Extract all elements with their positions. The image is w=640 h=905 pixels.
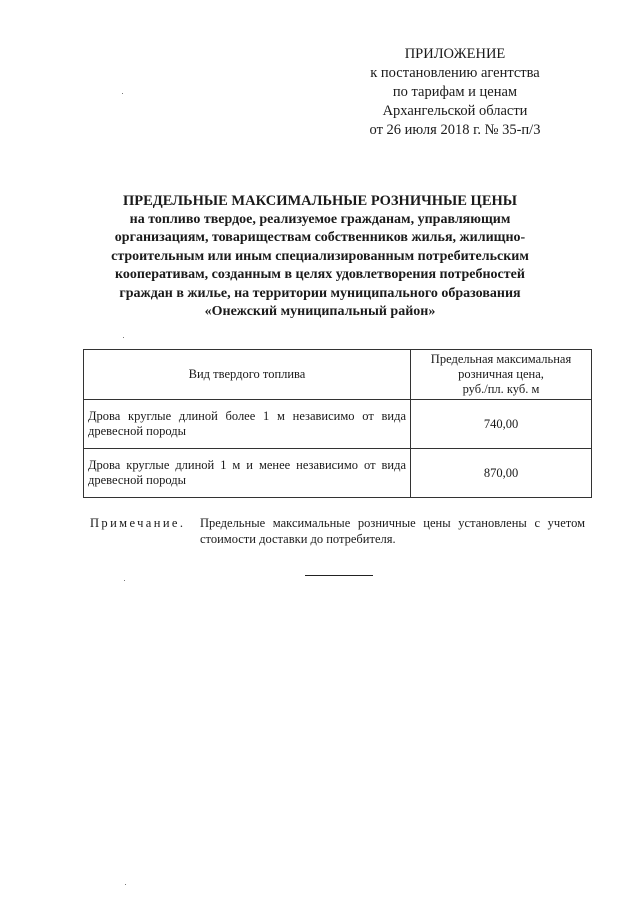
header-fuel-type: Вид твердого топлива bbox=[84, 350, 411, 400]
note-label: Примечание. bbox=[90, 516, 186, 530]
appendix-date-number: от 26 июля 2018 г. № 35-п/3 bbox=[369, 122, 541, 138]
title-line: граждан в жилье, на территории муниципального образования bbox=[119, 285, 521, 301]
scan-speck bbox=[123, 337, 124, 338]
appendix-header bbox=[360, 45, 550, 140]
title-line: кооперативам, созданным в целях удовлетворения потребностей bbox=[115, 267, 525, 282]
document-title bbox=[100, 192, 540, 322]
title-heading: ПРЕДЕЛЬНЫЕ МАКСИМАЛЬНЫЕ РОЗНИЧНЫЕ ЦЕНЫ bbox=[122, 193, 518, 209]
scan-speck bbox=[122, 93, 123, 94]
appendix-line: по тарифам и ценам bbox=[392, 84, 518, 100]
table-header-row bbox=[84, 350, 592, 400]
appendix-line: к постановлению агентства bbox=[370, 65, 540, 81]
title-line: строительным или иным специализированным потребительским bbox=[111, 248, 529, 264]
fuel-type-cell: Дрова круглые длиной более 1 м независимо от вида древесной породы bbox=[84, 400, 411, 449]
header-price-line: руб./пл. куб. м bbox=[462, 382, 540, 396]
scan-speck bbox=[124, 580, 125, 581]
note-text: Предельные максимальные розничные цены установлены с учетом стоимости доставки до потребителя. bbox=[200, 516, 585, 546]
title-line: на топливо твердое, реализуемое гражданам, управляющим bbox=[129, 211, 511, 227]
price-table bbox=[83, 349, 592, 498]
table-row bbox=[84, 449, 592, 498]
table-row bbox=[84, 400, 592, 449]
header-price-line: розничная цена, bbox=[458, 367, 544, 381]
appendix-title: ПРИЛОЖЕНИЕ bbox=[404, 46, 506, 62]
price-cell: 740,00 bbox=[411, 400, 592, 449]
header-price-line: Предельная максимальная bbox=[430, 352, 572, 366]
header-price bbox=[411, 350, 592, 400]
title-line: «Онежский муниципальный район» bbox=[204, 304, 436, 319]
fuel-type-cell: Дрова круглые длиной 1 м и менее независимо от вида древесной породы bbox=[84, 449, 411, 498]
appendix-line: Архангельской области bbox=[382, 103, 528, 119]
closing-divider bbox=[305, 575, 373, 576]
price-cell: 870,00 bbox=[411, 449, 592, 498]
scan-speck bbox=[125, 884, 126, 885]
title-line: организациям, товариществам собственников жилья, жилищно- bbox=[114, 230, 526, 245]
